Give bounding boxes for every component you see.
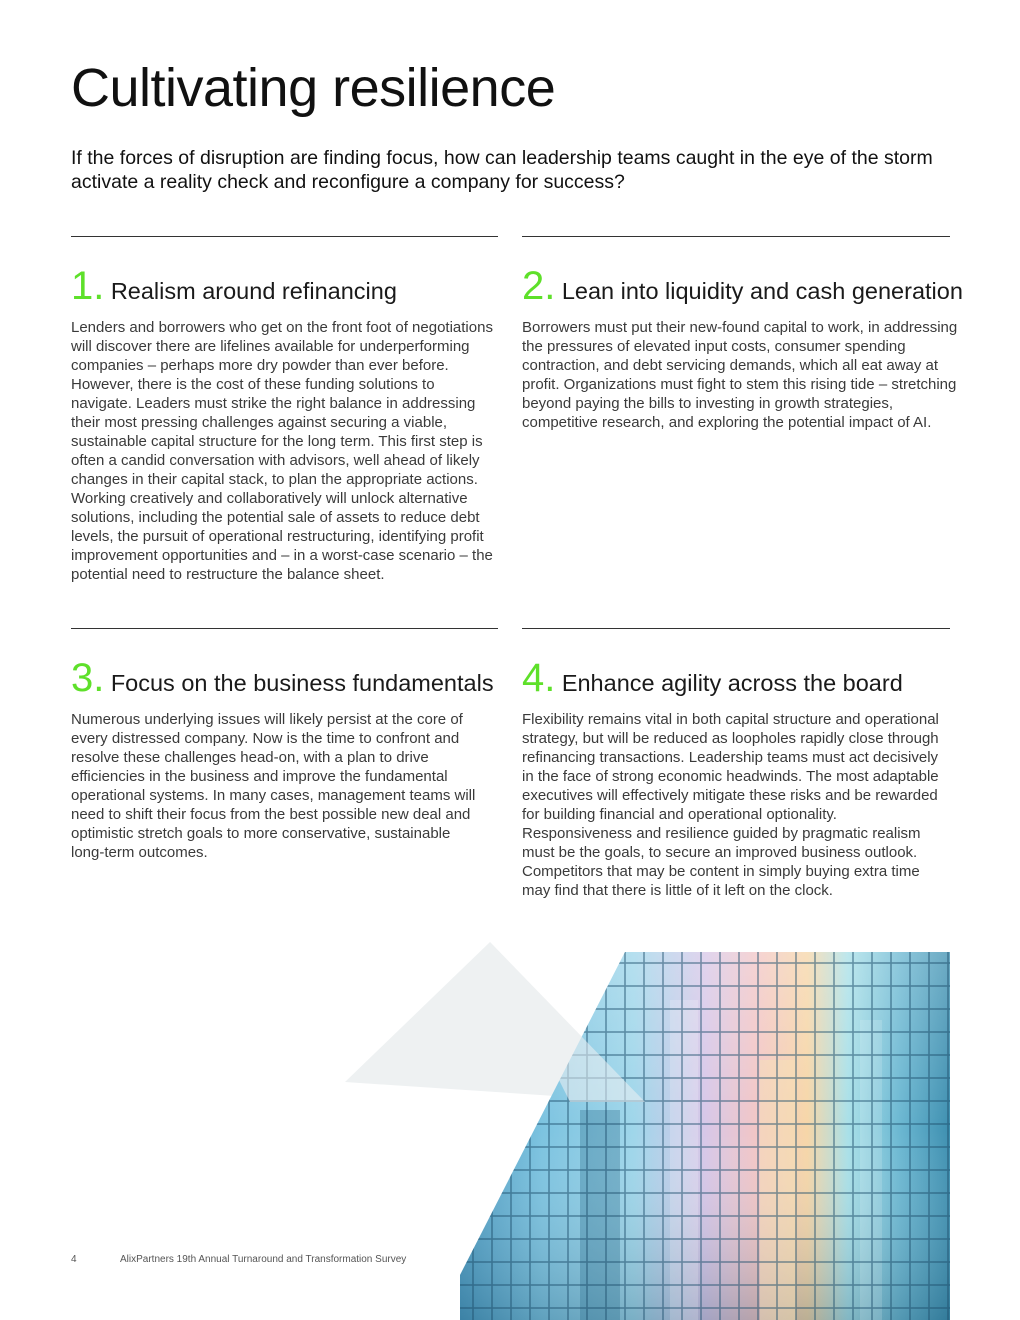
section-body: Borrowers must put their new-found capital to work, in addressing the pressures of elevated input costs, consumer spending contraction, and debt servicing demands, which all eat away at profit. Organizations must fight to stem this rising tide – stretching beyond paying the bills to investing in growth strategies, competitive research, and exploring the potential impact of AI.	[522, 319, 958, 431]
section-business-fundamentals	[71, 656, 511, 862]
section-divider	[522, 628, 950, 629]
section-heading	[71, 264, 511, 308]
section-number: 3.	[71, 656, 105, 700]
section-number: 2.	[522, 264, 556, 308]
section-number: 4.	[522, 656, 556, 700]
section-body: Flexibility remains vital in both capital structure and operational strategy, but will be reduced as loopholes rapidly close through refinancing transactions. Leadership teams must act decisively in the face of strong economic headwinds. The most adaptable executives will effectively mitigate these risks and be rewarded for building financial and operational optionality. Responsiveness and resilience guided by pragmatic realism must be the goals, to secure an improved business outlook. Competitors that may be content in simply buying extra time may find that there is little of it left on the clock.	[522, 711, 939, 899]
section-heading	[522, 656, 962, 700]
section-lean-into-liquidity	[522, 264, 962, 432]
section-divider	[71, 236, 498, 237]
section-enhance-agility	[522, 656, 962, 900]
section-heading	[71, 656, 511, 700]
footer-publication-title: AlixPartners 19th Annual Turnaround and Transformation Survey	[120, 1254, 407, 1265]
section-title: Realism around refinancing	[110, 278, 397, 304]
section-divider	[522, 236, 950, 237]
section-body: Numerous underlying issues will likely persist at the core of every distressed company. Now is the time to confront and resolve these challenges head-on, with a plan to drive efficiencies in the business and improve the fundamental operational systems. In many cases, management teams will need to shift their focus from the best possible new deal and optimistic stretch goals to more conservative, sustainable long-term outcomes.	[71, 711, 476, 861]
section-title: Enhance agility across the board	[561, 670, 903, 696]
section-title: Lean into liquidity and cash generation	[561, 278, 963, 304]
section-body: Lenders and borrowers who get on the front foot of negotiations will discover there are lifelines available for underperforming companies – perhaps more dry powder than ever before. However, there is the cost of these funding solutions to navigate. Leaders must strike the right balance in addressing their most pressing challenges against securing a viable, sustainable capital structure for the long term. This first step is often a candid conversation with advisors, well ahead of likely changes in their capital stack, to plan the appropriate actions. Working creatively and collaboratively will unlock alternative solutions, including the potential sale of assets to reduce debt levels, the pursuit of operational restructuring, identifying profit improvement opportunities and – in a worst-case scenario – the potential need to restructure the balance sheet.	[71, 319, 493, 583]
section-divider	[71, 628, 498, 629]
section-heading	[522, 264, 962, 308]
page-title: Cultivating resilience	[71, 58, 556, 118]
building-facade-image	[340, 940, 950, 1320]
intro-text: If the forces of disruption are finding focus, how can leadership teams caught in the eye of the storm activate a reality check and reconfigure a company for success?	[71, 147, 933, 193]
section-number: 1.	[71, 264, 105, 308]
section-realism-around-refinancing	[71, 264, 511, 584]
section-title: Focus on the business fundamentals	[110, 670, 494, 696]
footer-page-number: 4	[71, 1254, 77, 1265]
